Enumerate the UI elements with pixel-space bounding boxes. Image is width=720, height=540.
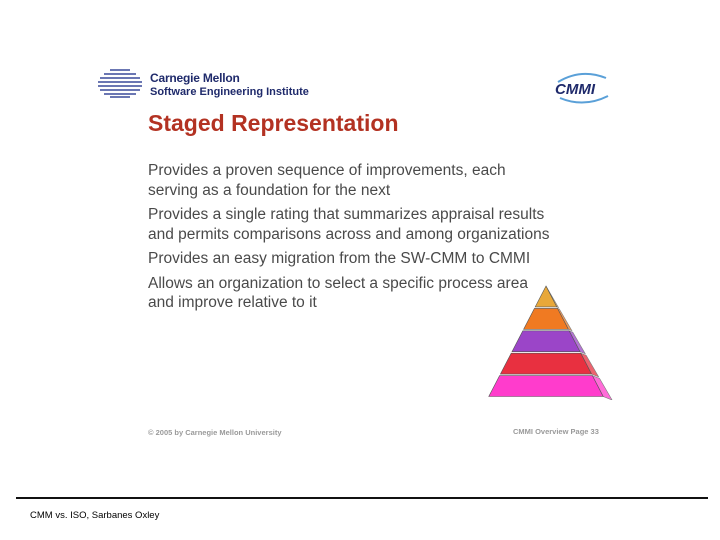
copyright-notice: © 2005 by Carnegie Mellon University [148,428,282,437]
slide-title: Staged Representation [148,110,399,136]
pyramid-layer [489,376,603,397]
cmmi-logo-text: CMMI [555,81,595,98]
institution-name: Carnegie Mellon [150,71,240,85]
pyramid-layer [512,331,580,352]
bullet-item: Allows an organization to select a specific process area and improve relative to it [148,274,528,311]
page-reference: CMMI Overview Page 33 [513,427,599,436]
bullet-item: Provides a single rating that summarizes appraisal results and permits comparisons across and among organizations [148,206,550,243]
institute-name: Software Engineering Institute [150,86,309,98]
globe-stripes-icon [96,68,144,98]
footer-caption: CMM vs. ISO, Sarbanes Oxley [30,510,160,521]
pyramid-layer [535,286,557,307]
pyramid-layer [524,308,569,329]
footer-divider [16,497,708,499]
staged-pyramid-graphic [486,284,626,400]
institution-logo-text [150,72,309,98]
bullet-item: Provides a proven sequence of improvements, each serving as a foundation for the next [148,162,506,199]
bullet-item: Provides an easy migration from the SW-CMM to CMMI [148,250,531,267]
pyramid-layer [500,353,591,374]
cmmi-logo [548,68,614,108]
